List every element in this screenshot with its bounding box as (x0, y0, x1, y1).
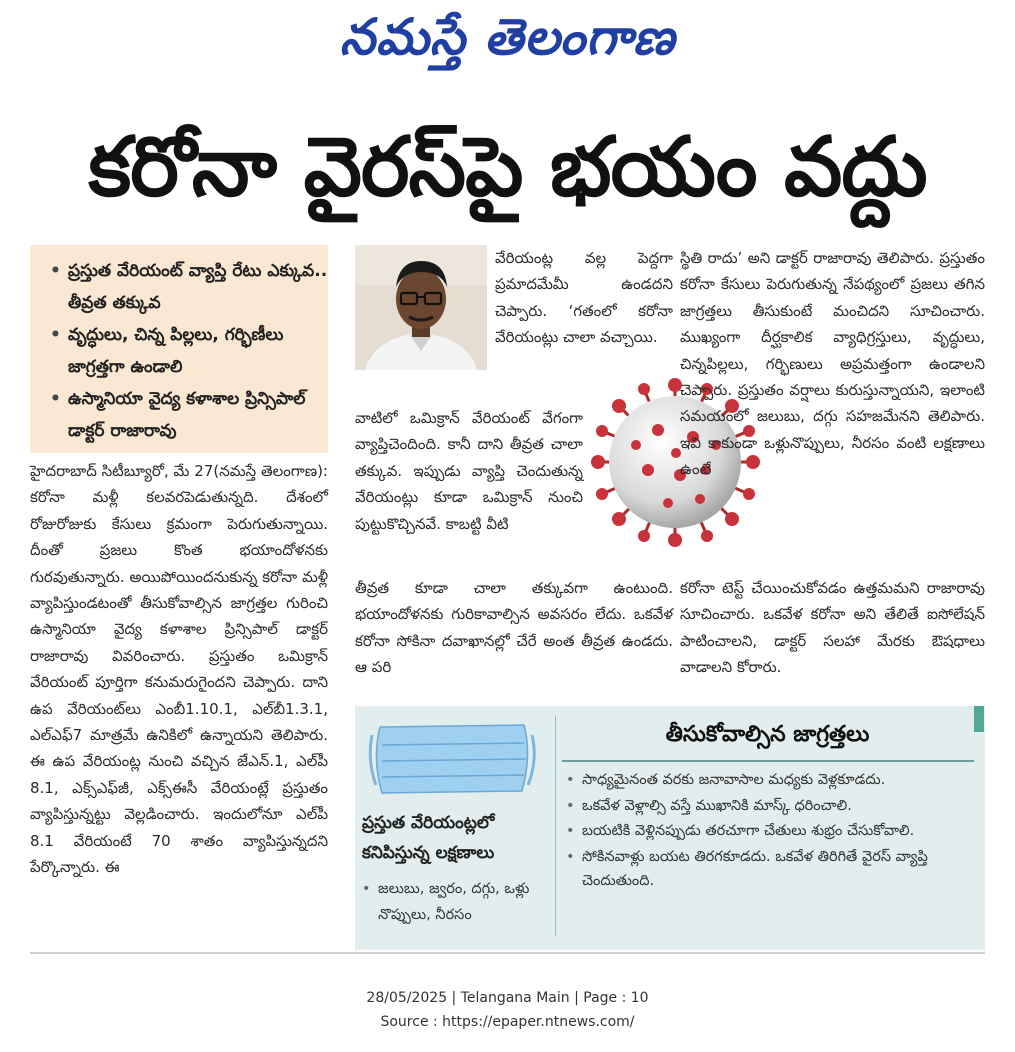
precaution-item: • ఒకవేళ వెళ్లాల్సి వస్తే ముఖానికి మాస్క్ ధరించాలి. (566, 794, 974, 819)
face-mask-icon (362, 715, 542, 801)
article-column-2-top: వేరియంట్ల వల్ల పెద్దగా ప్రమాదమేమీ ఉండదని చెప్పారు. ‘గతంలో కరోనా వేరియంట్లు చాలా వచ్చాయి. (495, 249, 673, 347)
symptoms-title: ప్రస్తుత వేరియంట్లలో కనిపిస్తున్న లక్షణాలు (362, 813, 495, 863)
article-headline: కరోనా వైరస్‌పై భయం వద్దు (88, 120, 927, 215)
panel-accent-bar (974, 706, 984, 732)
page-bottom-rule (30, 952, 985, 954)
article-column-3-top: స్థితి రాదు’ అని డాక్టర్ రాజారావు తెలిపారు. ప్రస్తుతం కరోనా కేసులు పెరుగుతున్న నేపథ్యంలో ప్రజలు తగిన జాగ్రత్తలు తీసుకుంటే మంచిదని సూచించారు. ముఖ్యంగా దీర్ఘకాలిక వ్యాధిగ్రస్తులు, వృద్ధులు, చిన్నపిల్లలు, గర్భిణులు అప్రమత్తంగా ఉండాలని చెప్పారు. ప్రస్తుతం వర్షాలు కురుస్తున్నాయని, ఇలాంటి సమయంలో జలుబు, దగ్గు సహజమేనని తెలిపారు. ఇవి కాకుండా ఒళ్లునొప్పులు, నీరసం వంటి లక్షణాలు ఉంటే (680, 249, 985, 479)
symptom-item: • జలుబు, జ్వరం, దగ్గు, ఒళ్లు నొప్పులు, నీరసం (362, 876, 542, 928)
precautions-title: తీసుకోవాల్సిన జాగ్రత్తలు (665, 722, 870, 747)
article-column-1: హైదరాబాద్ సిటీబ్యూరో, మే 27(నమస్తే తెలంగాణ): కరోనా మళ్లీ కలవరపెడుతున్నది. దేశంలో రోజురోజుకు కేసులు క్రమంగా పెరుగుతున్నాయి. దీంతో ప్రజలు కొంత భయాందోళనకు గురవుతున్నారు. అయిపోయిందనుకున్న కరోనా మళ్లీ వ్యాపిస్తుండటంతో తీసుకోవాల్సిన జాగ్రత్తల గురించి ఉస్మానియా వైద్య కళాశాల ప్రిన్సిపాల్ డాక్టర్ రాజారావు వివరించారు. ప్రస్తుతం ఒమిక్రాన్ వేరియంట్ పూర్తిగా కనుమరుగైందని చెప్పారు. దాని ఉప వేరియంట్‌లు ఎంబీ1.10.1, ఎల్‌బీ1.3.1, ఎల్‌ఎఫ్7 మాత్రమే ఉనికిలో ఉన్నాయని తెలిపారు. ఈ ఉప వేరియంట్ల నుంచి వచ్చిన జేఎన్.1, ఎల్‌పీ 8.1, ఎక్స్‌ఎఫ్‌జీ, ఎక్స్‌ఈసీ వేరియంట్లే ప్రస్తుతం వ్యాపిస్తున్నట్టు వెల్లడించారు. ఇందులోనూ ఎల్‌పీ 8.1 వేరియంటే 70 శాతం వ్యాపిస్తున్నదని పేర్కొన్నారు. ఈ (30, 462, 328, 877)
symptoms-list (362, 876, 542, 928)
precautions-list (566, 768, 974, 895)
highlights-list (30, 245, 328, 447)
face-mask-illustration (362, 715, 542, 801)
highlight-item: • వృద్ధులు, చిన్న పిల్లలు, గర్భిణీలు జాగ్రత్తగా ఉండాలి (50, 319, 328, 383)
newspaper-masthead: నమస్తే తెలంగాణ (339, 8, 676, 66)
article-column-2-middle: వాటిలో ఒమిక్రాన్ వేరియంట్ వేగంగా వ్యాప్తిచెందింది. కానీ దాని తీవ్రత చాలా తక్కువ. ఇప్పుడు వ్యాప్తి చెందుతున్న వేరియంట్లు కూడా ఒమిక్రాన్ నుంచి పుట్టుకొచ్చినవే. కాబట్టి వీటి (355, 409, 583, 533)
precaution-item: • బయటికి వెళ్లినప్పుడు తరచూగా చేతులు శుభ్రం చేసుకోవాలి. (566, 819, 974, 844)
precaution-item: • సోకినవాళ్లు బయట తిరగకూడదు. ఒకవేళ తిరిగితే వైరస్ వ్యాప్తి చెందుతుంది. (566, 845, 974, 894)
panel-divider (555, 716, 556, 936)
highlight-item: • ఉస్మానియా వైద్య కళాశాల ప్రిన్సిపాల్ డాక్టర్ రాజారావు (50, 383, 328, 447)
doctor-photo (355, 245, 487, 370)
precaution-item: • సాధ్యమైనంత వరకు జనావాసాల మధ్యకు వెళ్లకూడదు. (566, 768, 974, 793)
footer-date-page: 28/05/2025 | Telangana Main | Page : 10 (366, 990, 649, 1006)
highlights-box (30, 245, 328, 453)
article-column-3-bottom: కరోనా టెస్ట్ చేయించుకోవడం ఉత్తమమని రాజారావు సూచించారు. ఒకవేళ కరోనా అని తేలితే ఐసోలేషన్ పాటించాలని, డాక్టర్ సలహా మేరకు ఔషధాలు వాడాలని కోరారు. (680, 579, 985, 677)
footer-source: Source : https://epaper.ntnews.com/ (380, 1014, 635, 1030)
doctor-portrait-icon (355, 245, 487, 370)
highlight-item: • ప్రస్తుత వేరియంట్ వ్యాప్తి రేటు ఎక్కువ.. తీవ్రత తక్కువ (50, 255, 328, 319)
article-column-2-bottom: తీవ్రత కూడా చాలా తక్కువగా ఉంటుంది. భయాందోళనకు గురికావాల్సిన అవసరం లేదు. ఒకవేళ కరోనా సోకినా దవాఖానల్లో చేరే అంత తీవ్రత ఉండదు. ఆ పరి (355, 579, 673, 677)
precautions-title-rule (562, 760, 974, 762)
